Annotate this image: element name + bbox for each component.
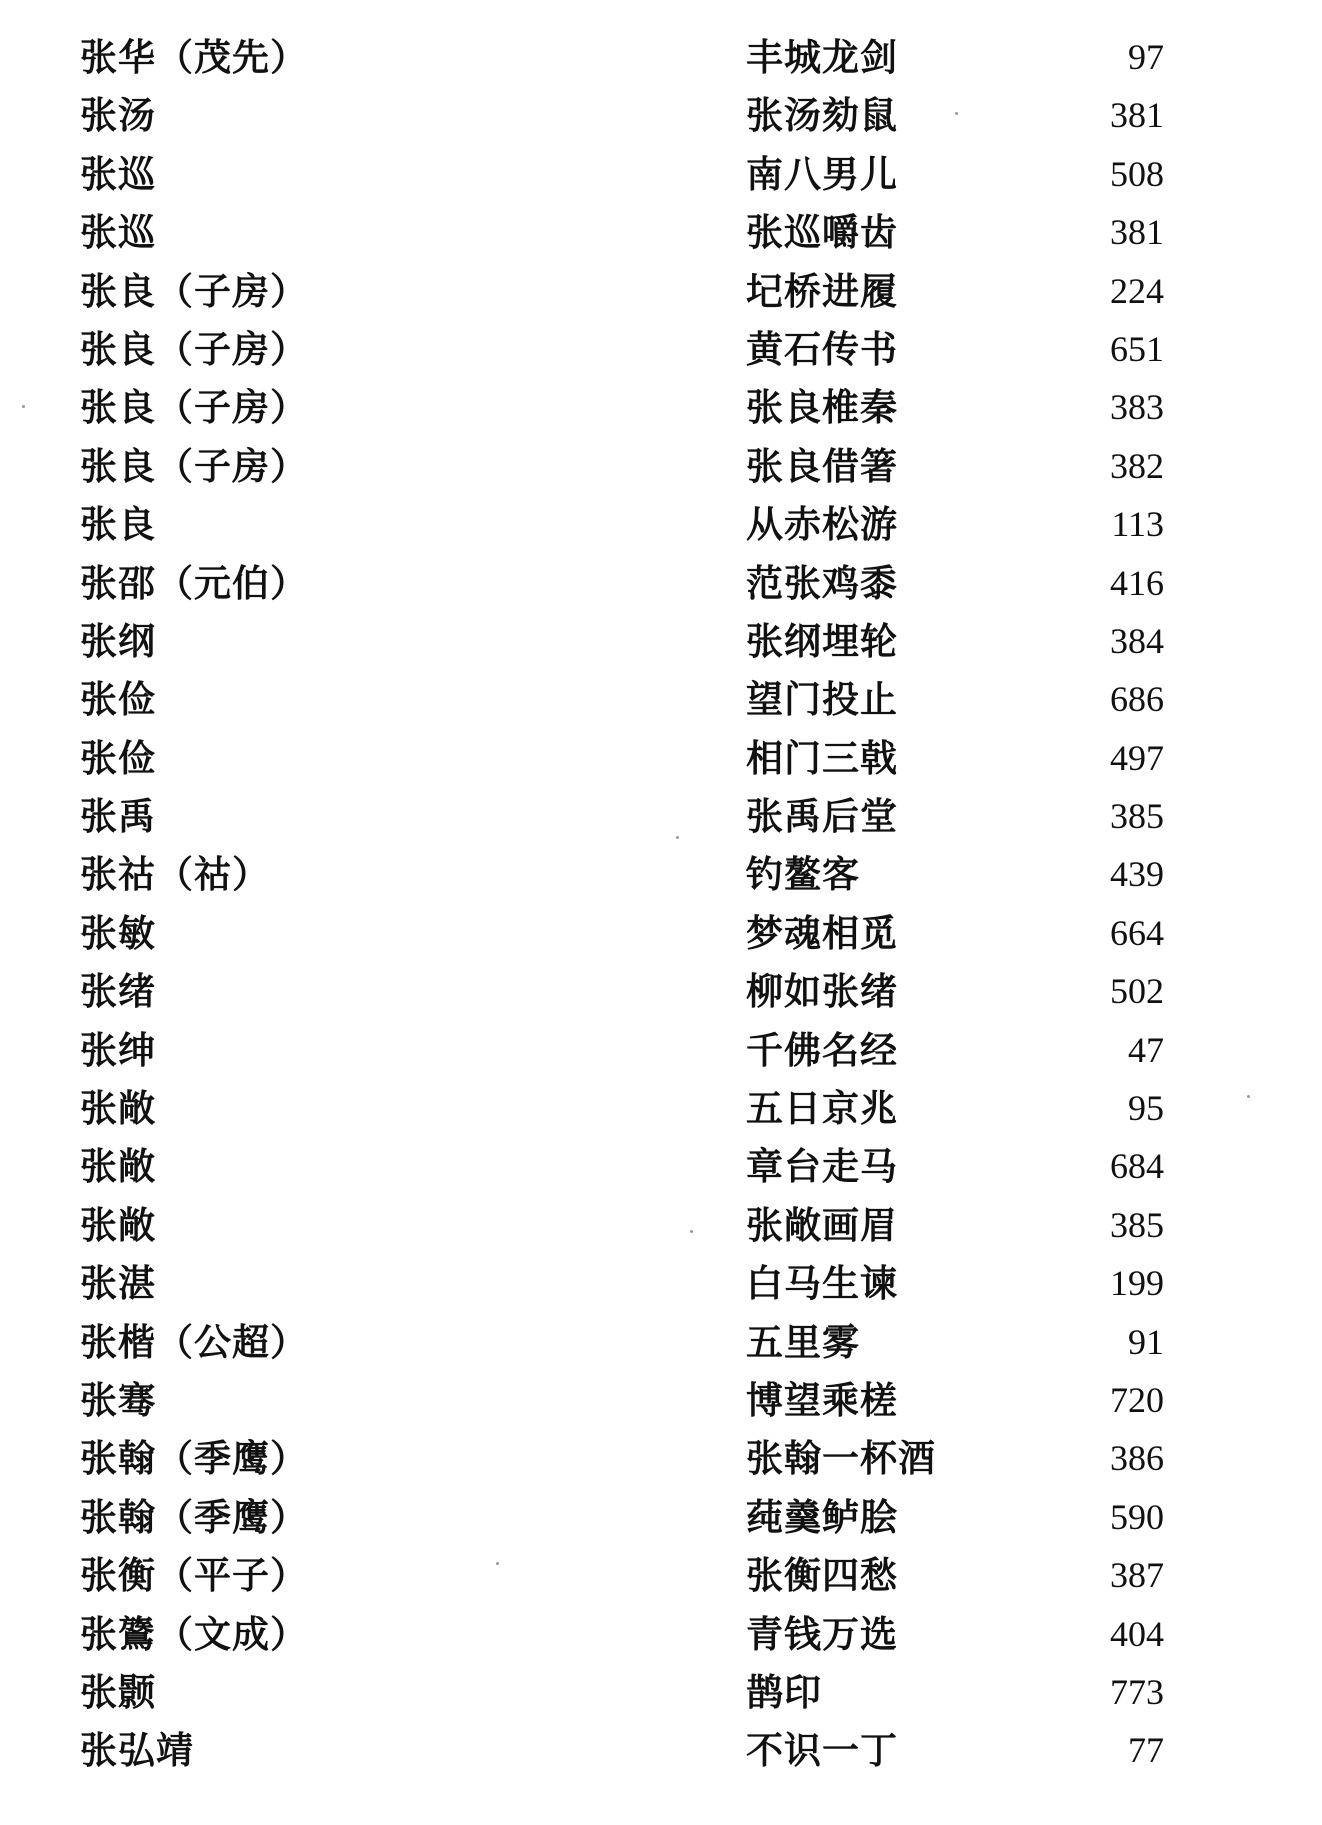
- person-name: 张禹: [80, 794, 156, 839]
- allusion-title: 张纲埋轮: [746, 618, 898, 663]
- index-entry: [0, 787, 1322, 845]
- index-entry: [0, 203, 1322, 261]
- person-name: 张良（子房）: [80, 326, 308, 371]
- index-entry: [0, 437, 1322, 495]
- allusion-title: 青钱万选: [746, 1611, 898, 1656]
- page-number: 97: [1128, 37, 1164, 77]
- person-name: 张敏: [80, 910, 156, 955]
- page-number: 113: [1111, 504, 1164, 545]
- allusion-title: 鹊印: [746, 1669, 822, 1714]
- page-number: 720: [1110, 1379, 1164, 1420]
- person-name: 张骞: [80, 1377, 156, 1422]
- person-name: 张良（子房）: [80, 268, 308, 313]
- allusion-title: 章台走马: [746, 1144, 898, 1189]
- person-name: 张敞: [80, 1086, 156, 1131]
- index-entry: [0, 670, 1322, 728]
- allusion-title: 张巡嚼齿: [746, 210, 898, 255]
- index-entry: [0, 86, 1322, 144]
- allusion-title: 圮桥进履: [746, 268, 898, 313]
- index-list: [0, 28, 1322, 1780]
- person-name: 张俭: [80, 677, 156, 722]
- index-entry: [0, 1488, 1322, 1546]
- allusion-title: 张汤劾鼠: [746, 93, 898, 138]
- page-number: 686: [1110, 679, 1164, 720]
- index-entry: [0, 729, 1322, 787]
- index-entry: [0, 1137, 1322, 1195]
- page-number: 382: [1110, 445, 1164, 486]
- allusion-title: 不识一丁: [746, 1728, 898, 1773]
- page-number: 508: [1110, 153, 1164, 194]
- allusion-title: 五里雾: [746, 1319, 860, 1364]
- allusion-title: 黄石传书: [746, 326, 898, 371]
- index-entry: [0, 1721, 1322, 1779]
- person-name: 张楷（公超）: [80, 1319, 308, 1364]
- person-name: 张巡: [80, 151, 156, 196]
- index-entry: [0, 320, 1322, 378]
- person-name: 张邵（元伯）: [80, 560, 308, 605]
- page-number: 439: [1110, 854, 1164, 895]
- person-name: 张鷟（文成）: [80, 1611, 308, 1656]
- allusion-title: 柳如张绪: [746, 969, 898, 1014]
- page-number: 590: [1110, 1496, 1164, 1537]
- index-entry: [0, 145, 1322, 203]
- person-name: 张颢: [80, 1669, 156, 1714]
- page-number: 381: [1110, 95, 1164, 136]
- index-entry: [0, 1021, 1322, 1079]
- allusion-title: 张禹后堂: [746, 794, 898, 839]
- page-number: 684: [1110, 1146, 1164, 1187]
- index-entry: [0, 1079, 1322, 1137]
- index-entry: [0, 28, 1322, 86]
- index-entry: [0, 1313, 1322, 1371]
- page-number: 77: [1128, 1730, 1164, 1771]
- allusion-title: 相门三戟: [746, 735, 898, 780]
- index-entry: [0, 1663, 1322, 1721]
- page-number: 384: [1110, 620, 1164, 661]
- page-number: 47: [1128, 1029, 1164, 1070]
- allusion-title: 张良借箸: [746, 443, 898, 488]
- index-entry: [0, 1546, 1322, 1604]
- person-name: 张敞: [80, 1202, 156, 1247]
- index-entry: [0, 1371, 1322, 1429]
- person-name: 张祜（祜）: [80, 852, 270, 897]
- allusion-title: 南八男儿: [746, 151, 898, 196]
- person-name: 张巡: [80, 210, 156, 255]
- page-number: 95: [1128, 1088, 1164, 1129]
- page-number: 199: [1110, 1263, 1164, 1304]
- page-number: 497: [1110, 737, 1164, 778]
- index-entry: [0, 845, 1322, 903]
- allusion-title: 张衡四愁: [746, 1553, 898, 1598]
- page-number: 385: [1110, 796, 1164, 837]
- scan-speck: [1247, 1095, 1250, 1098]
- index-entry: [0, 904, 1322, 962]
- person-name: 张良（子房）: [80, 443, 308, 488]
- person-name: 张敞: [80, 1144, 156, 1189]
- person-name: 张良: [80, 502, 156, 547]
- allusion-title: 钓鳌客: [746, 852, 860, 897]
- allusion-title: 张敞画眉: [746, 1202, 898, 1247]
- scan-speck: [676, 836, 679, 839]
- allusion-title: 张翰一杯酒: [746, 1436, 936, 1481]
- index-entry: [0, 554, 1322, 612]
- person-name: 张衡（平子）: [80, 1553, 308, 1598]
- allusion-title: 白马生谏: [746, 1261, 898, 1306]
- index-entry: [0, 262, 1322, 320]
- page-number: 773: [1110, 1671, 1164, 1712]
- person-name: 张良（子房）: [80, 385, 308, 430]
- index-entry: [0, 378, 1322, 436]
- person-name: 张汤: [80, 93, 156, 138]
- page-number: 383: [1110, 387, 1164, 428]
- person-name: 张华（茂先）: [80, 35, 308, 79]
- index-entry: [0, 495, 1322, 553]
- page-number: 651: [1110, 328, 1164, 369]
- allusion-title: 五日京兆: [746, 1086, 898, 1131]
- scan-speck: [22, 405, 25, 408]
- person-name: 张湛: [80, 1261, 156, 1306]
- page-number: 404: [1110, 1613, 1164, 1654]
- page-number: 381: [1110, 212, 1164, 253]
- allusion-title: 莼羹鲈脍: [746, 1494, 898, 1539]
- allusion-title: 望门投止: [746, 677, 898, 722]
- page-number: 664: [1110, 912, 1164, 953]
- person-name: 张绪: [80, 969, 156, 1014]
- index-entry: [0, 1196, 1322, 1254]
- allusion-title: 千佛名经: [746, 1027, 898, 1072]
- person-name: 张纲: [80, 618, 156, 663]
- allusion-title: 范张鸡黍: [746, 560, 898, 605]
- scan-speck: [955, 112, 958, 115]
- index-entry: [0, 1429, 1322, 1487]
- page-number: 386: [1110, 1438, 1164, 1479]
- allusion-title: 丰城龙剑: [746, 35, 898, 79]
- page-number: 387: [1110, 1555, 1164, 1596]
- page-number: 91: [1128, 1321, 1164, 1362]
- page-number: 502: [1110, 971, 1164, 1012]
- person-name: 张翰（季鹰）: [80, 1436, 308, 1481]
- scan-speck: [690, 1230, 693, 1233]
- allusion-title: 张良椎秦: [746, 385, 898, 430]
- index-entry: [0, 1254, 1322, 1312]
- index-entry: [0, 1605, 1322, 1663]
- person-name: 张弘靖: [80, 1728, 194, 1773]
- allusion-title: 梦魂相觅: [746, 910, 898, 955]
- index-entry: [0, 612, 1322, 670]
- scan-speck: [496, 1562, 499, 1565]
- page-number: 416: [1110, 562, 1164, 603]
- allusion-title: 从赤松游: [746, 502, 898, 547]
- person-name: 张绅: [80, 1027, 156, 1072]
- person-name: 张翰（季鹰）: [80, 1494, 308, 1539]
- page-number: 224: [1110, 270, 1164, 311]
- page-number: 385: [1110, 1204, 1164, 1245]
- allusion-title: 博望乘槎: [746, 1377, 898, 1422]
- index-entry: [0, 962, 1322, 1020]
- person-name: 张俭: [80, 735, 156, 780]
